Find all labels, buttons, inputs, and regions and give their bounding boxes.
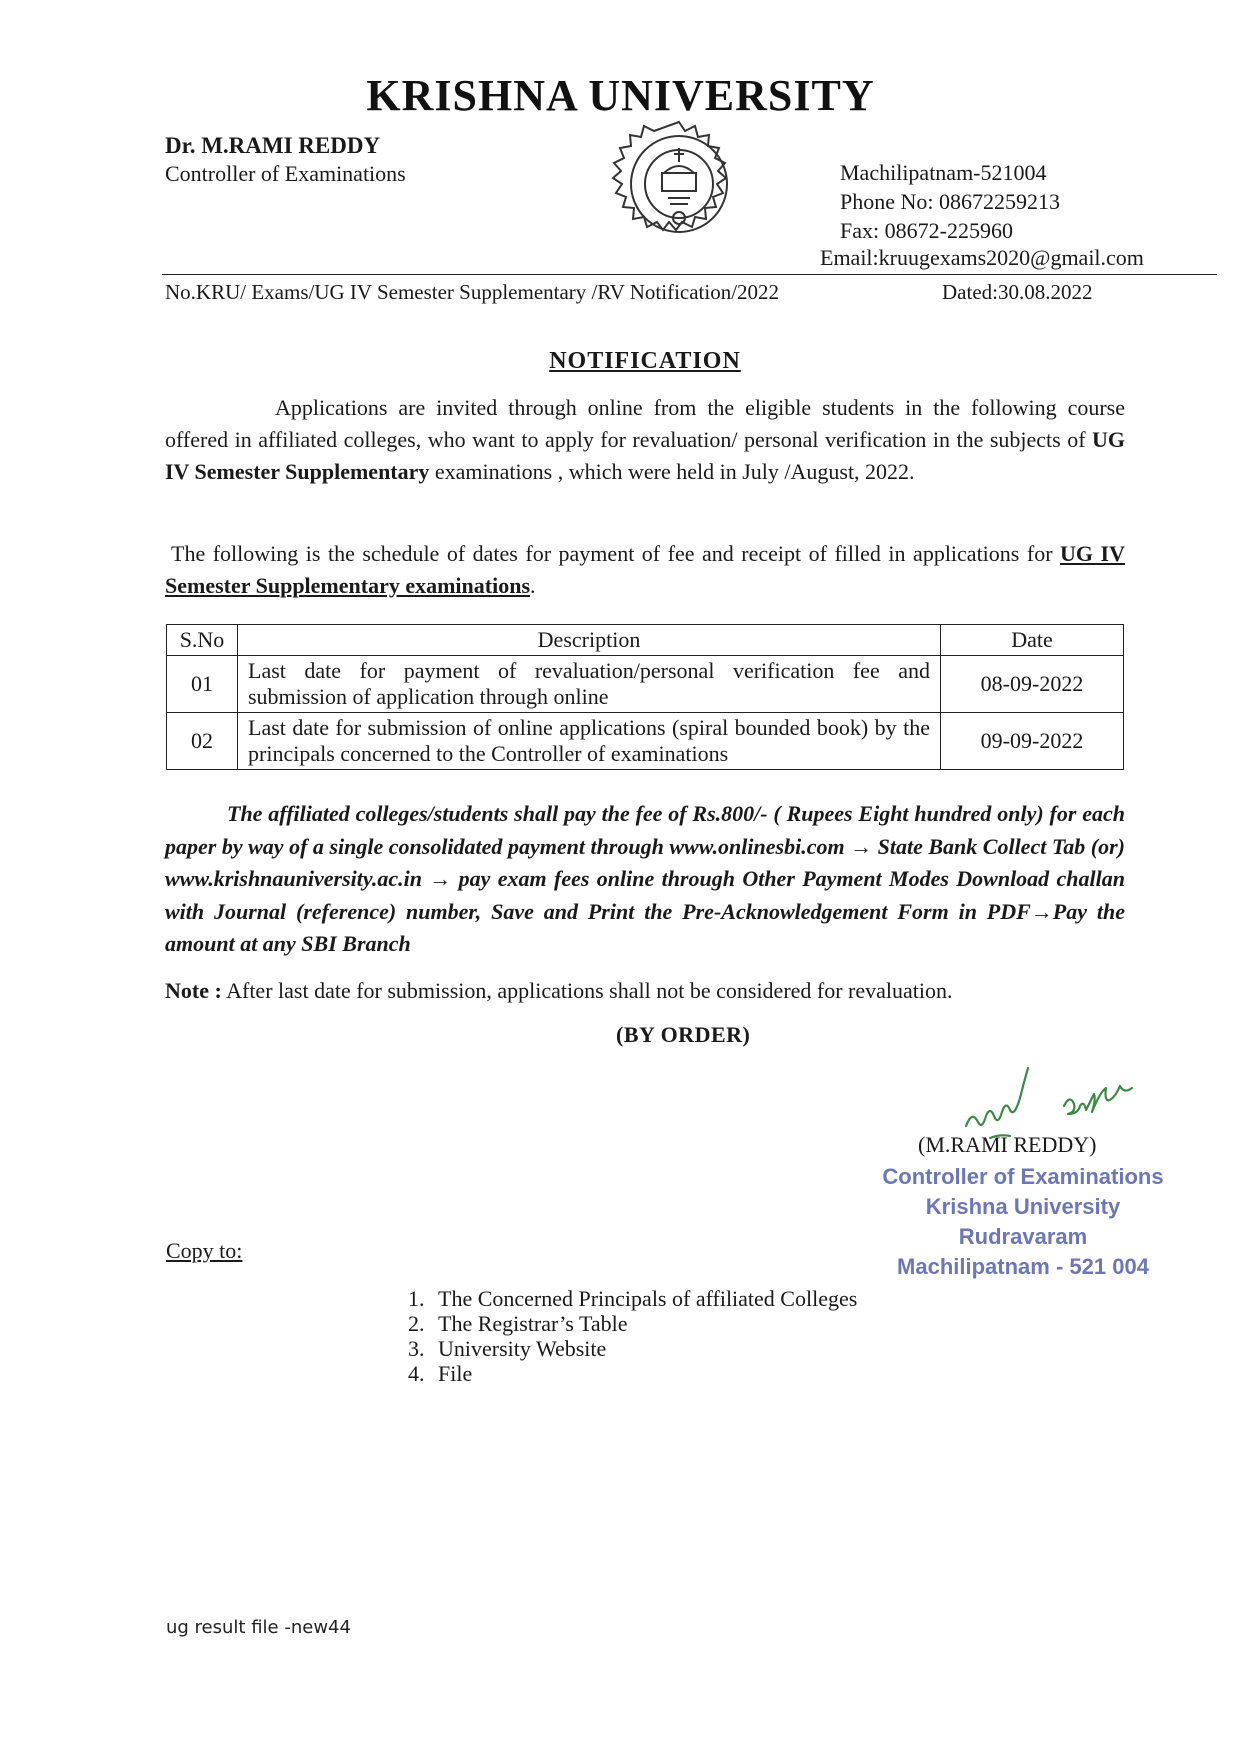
list-item: 1. The Concerned Principals of affiliated Colleges [430, 1286, 857, 1311]
university-seal-icon [598, 118, 760, 250]
header-sno: S.No [167, 625, 238, 656]
copy-to-list [390, 1286, 857, 1386]
stamp-line: Machilipatnam - 521 004 [897, 1254, 1149, 1279]
contact-block [840, 158, 1060, 245]
row-description: Last date for submission of online applications (spiral bounded book) by the principals concerned to the Controller of examinations [238, 713, 941, 770]
stamp-line: Krishna University [925, 1194, 1121, 1219]
signatory-name: (M.RAMI REDDY) [918, 1132, 1097, 1157]
officer-name: Dr. M.RAMI REDDY [165, 133, 381, 158]
schedule-intro-text-b: . [530, 573, 536, 598]
row-sno: 02 [167, 713, 238, 770]
notification-heading: NOTIFICATION [549, 348, 741, 374]
officer-title: Controller of Examinations [165, 161, 406, 186]
intro-paragraph [165, 392, 1125, 488]
footer-file-label: ug result file -new44 [166, 1617, 351, 1638]
reference-number: No.KRU/ Exams/UG IV Semester Supplementary /RV Notification/2022 [165, 280, 780, 304]
note-label: Note : [165, 978, 222, 1003]
reference-date: Dated:30.08.2022 [942, 280, 1093, 304]
row-description: Last date for payment of revaluation/personal verification fee and submission of application through online [238, 656, 941, 713]
list-item: 4. File [430, 1361, 857, 1386]
table-row [167, 656, 1124, 713]
phone-line: Phone No: 08672259213 [840, 189, 1060, 214]
intro-text-b: examinations , which were held in July /August, 2022. [429, 459, 915, 484]
officer-block [165, 132, 406, 188]
copy-to-label: Copy to: [166, 1238, 243, 1263]
schedule-intro-text-a: The following is the schedule of dates for payment of fee and receipt of filled in applications for [171, 541, 1061, 566]
fee-instructions: The affiliated colleges/students shall pay the fee of Rs.800/- ( Rupees Eight hundred only) for each paper by way of a single consolidated payment through www.onlinesbi.com → State Bank Collect Tab (or) www.krishnauniversity.ac.in → pay exam fees online through Other Payment Modes Download challan with Journal (reference) number, Save and Print the Pre-Acknowledgement Form in PDF→Pay the amount at any SBI Branch [165, 801, 1125, 956]
row-sno: 01 [167, 656, 238, 713]
header-date: Date [941, 625, 1124, 656]
list-item: 3. University Website [430, 1336, 857, 1361]
header-description: Description [238, 625, 941, 656]
note-text: After last date for submission, applications shall not be considered for revaluation. [221, 978, 953, 1003]
email-line: Email:kruugexams2020@gmail.com [820, 245, 1144, 270]
schedule-table [166, 624, 1124, 770]
university-title: KRISHNA UNIVERSITY [366, 71, 875, 120]
row-date: 08-09-2022 [941, 656, 1124, 713]
by-order: (BY ORDER) [616, 1022, 751, 1047]
stamp-line: Rudravaram [958, 1224, 1088, 1249]
stamp-line: Controller of Examinations [882, 1164, 1164, 1189]
intro-bold: UG IV Semester Supplementary [165, 427, 1125, 484]
list-item: 2. The Registrar’s Table [430, 1311, 857, 1336]
row-date: 09-09-2022 [941, 713, 1124, 770]
fax-line: Fax: 08672-225960 [840, 218, 1013, 243]
schedule-intro-paragraph [165, 538, 1125, 602]
official-stamp [858, 1162, 1188, 1282]
address-line: Machilipatnam-521004 [840, 160, 1047, 185]
intro-text-a: Applications are invited through online from the eligible students in the following course offered in affiliated colleges, who want to apply for revaluation/ personal verification in the subjects of [165, 395, 1125, 452]
table-row [167, 713, 1124, 770]
schedule-intro-underlined: UG IV Semester Supplementary examinations [165, 541, 1125, 598]
header-divider [162, 274, 1217, 275]
note-line [165, 978, 953, 1004]
table-header-row [167, 625, 1124, 656]
